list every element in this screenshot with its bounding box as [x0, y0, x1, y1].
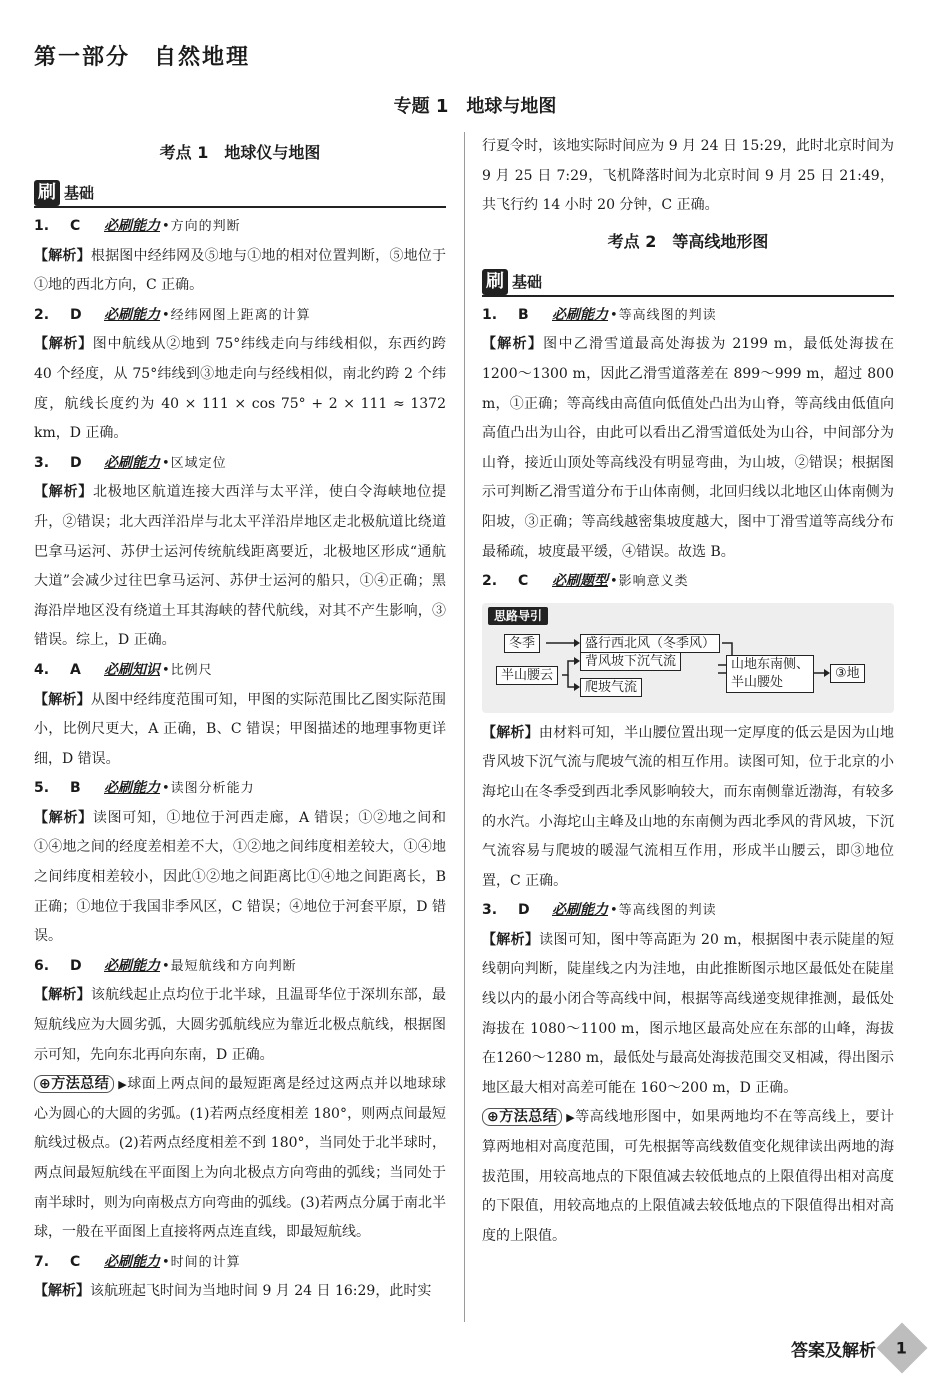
- question-answer: C: [518, 573, 529, 590]
- question-number: 7.: [34, 1253, 50, 1270]
- triangle-icon: ▶: [118, 1078, 128, 1092]
- question-item: [34, 656, 446, 774]
- method-icon: ⊕: [487, 1109, 499, 1126]
- basic-section-header-2: [482, 265, 894, 297]
- question-answer: D: [70, 454, 82, 471]
- node-southeast: 山地东南侧、 半山腰处: [726, 655, 814, 693]
- diagram-arrows: [482, 603, 894, 713]
- analysis-label: 【解析】: [34, 336, 93, 353]
- basic-section-header: [34, 176, 446, 208]
- question-number: 1.: [34, 218, 50, 234]
- analysis-text: 根据图中经纬网及⑤地与①地的相对位置判断，⑤地位于①地的西北方向，C 正确。: [34, 247, 447, 294]
- basic-label: 基础: [512, 272, 543, 291]
- ability-tag: 必刷能力: [104, 306, 160, 323]
- analysis-label: 【解析】: [34, 1283, 90, 1300]
- ability-topic: •区域定位: [162, 455, 227, 471]
- column-divider: [464, 132, 465, 1322]
- ability-tag: 必刷题型: [552, 573, 608, 590]
- right-question-list: [482, 301, 894, 567]
- ability-topic: •等高线图的判读: [610, 307, 717, 323]
- ability-tag: 必刷能力: [104, 454, 160, 471]
- kaodian-2-title: 考点 2 等高线地形图: [607, 231, 769, 251]
- node-nw-monsoon: 盛行西北风（冬季风）: [580, 634, 720, 653]
- question-item: [34, 212, 446, 301]
- question-number: 5.: [34, 780, 50, 797]
- analysis-text: 读图可知，图中等高距为 20 m，根据图中表示陡崖的短线朝向判断，陡崖线之内为洼地，由此推断图示地区最低处在陡崖线以内的最小闭合等高线中间，根据等高线递变规律推测，最低处海拔在 1080～1100 m，图示地区最高处应在东部的山峰，海拔在1260～1280 m，最低处与最高处海拔范围交叉相减，得出图示地区最大相对高差可能在 160～200 m，D 正确。: [482, 931, 895, 1096]
- page-footer: [791, 1330, 920, 1366]
- question-7: [34, 1248, 446, 1307]
- ability-tag: 必刷能力: [104, 218, 160, 234]
- question-answer: D: [70, 957, 82, 974]
- kaodian-1-title: 考点 1 地球仪与地图: [159, 143, 321, 162]
- question-answer: C: [70, 1253, 81, 1270]
- question-item: [34, 952, 446, 1070]
- method-summary-text: 等高线地形图中，如果两地均不在等高线上，要计算两地相对高度范围，可先根据等高线数值变化规律读出两地的海拔范围，用较高地点的下限值减去较低地点的上限值得出相对高度的下限值，用较高地点的上限值减去较低地点的下限值得出相对高度的上限值。: [482, 1109, 895, 1244]
- method-summary-label: ⊕方法总结: [34, 1075, 114, 1093]
- ability-tag: 必刷知识: [104, 661, 160, 678]
- node-halfway-cloud: 半山腰云: [496, 666, 558, 685]
- page-number: 1: [896, 1338, 908, 1358]
- analysis-label: 【解析】: [34, 247, 91, 264]
- analysis-label: 【解析】: [34, 809, 93, 826]
- ability-topic: •时间的计算: [162, 1254, 241, 1270]
- ability-tag: 必刷能力: [552, 306, 608, 323]
- thought-guide-diagram: [482, 603, 894, 713]
- right-column: [482, 132, 894, 1251]
- thought-guide-tag: 思路导引: [488, 607, 548, 625]
- ability-topic: •最短航线和方向判断: [162, 958, 297, 974]
- ability-topic: •影响意义类: [610, 574, 689, 590]
- analysis-label: 【解析】: [34, 691, 91, 708]
- analysis-text: 该航班起飞时间为当地时间 9 月 24 日 16:29，此时实: [90, 1283, 432, 1300]
- ability-topic: •经纬网图上距离的计算: [162, 307, 311, 323]
- page-number-badge: [877, 1323, 928, 1374]
- part-title: 第一部分 自然地理: [34, 45, 251, 70]
- method-summary-right: [482, 1103, 894, 1251]
- analysis-text: 北极地区航道连接大西洋与太平洋，使白令海峡地位提升，②错误；北大西洋沿岸与北太平洋沿岸地区走北极航道比绕道巴拿马运河、苏伊士运河传统航线距离要近，北极地区形成“通航大道”会减少过往巴拿马运河、苏伊士运河的船只，①④正确；黑海沿岸地区没有绕道土耳其海峡的替代航线，对其不产生影响，③错误。综上，D 正确。: [34, 484, 447, 649]
- question-number: 6.: [34, 957, 50, 974]
- method-summary-left: [34, 1070, 446, 1248]
- shua-icon: 刷: [34, 180, 60, 206]
- ability-topic: •读图分析能力: [162, 781, 255, 797]
- question-answer: D: [518, 902, 530, 919]
- node-leeward-downflow: 背风坡下沉气流: [580, 652, 681, 671]
- question-answer: C: [70, 218, 81, 234]
- node-result: ③地: [830, 664, 865, 683]
- question-answer: D: [70, 306, 82, 323]
- question-number: 3.: [482, 902, 498, 919]
- analysis-label: 【解析】: [34, 987, 91, 1004]
- question-7-continued: 行夏令时，该地实际时间应为 9 月 24 日 15:29，此时北京时间为 9 月 25 日 7:29，飞机降落时间为北京时间 9 月 25 日 21:49，共飞行约 14 小时 20 分钟，C 正确。: [482, 138, 894, 214]
- ability-tag: 必刷能力: [104, 1253, 160, 1270]
- left-column: [34, 132, 446, 1307]
- ability-tag: 必刷能力: [552, 902, 608, 919]
- footer-label: 答案及解析: [791, 1340, 876, 1361]
- question-2: [482, 567, 894, 896]
- shua-icon: 刷: [482, 269, 508, 295]
- question-item: [34, 774, 446, 952]
- basic-label: 基础: [64, 184, 95, 202]
- analysis-label: 【解析】: [482, 336, 544, 353]
- analysis-text: 图中航线从②地到 75°纬线走向与纬线相似，东西约跨 40 个经度，从 75°纬线到③地走向与经线相似，南北约跨 2 个纬度，航线长度约为 40 × 111 × cos 75° + 2 × 111 ≈ 1372 km，D 正确。: [34, 336, 447, 442]
- node-upslope-flow: 爬坡气流: [580, 678, 642, 697]
- question-item: [34, 301, 446, 449]
- question-number: 1.: [482, 306, 498, 323]
- method-summary-label: ⊕方法总结: [482, 1108, 562, 1126]
- question-number: 3.: [34, 454, 50, 471]
- analysis-text: 读图可知，①地位于河西走廊，A 错误；①②地之间和①④地之间的经度差相差不大，①②地之间纬度相差较大，①④地之间纬度相差较小，因此①②地之间距离比①④地之间距离长，B 正确；①地位于我国非季风区，C 错误；④地位于河套平原，D 错误。: [34, 809, 447, 945]
- triangle-icon: ▶: [566, 1111, 576, 1125]
- analysis-label: 【解析】: [34, 484, 93, 501]
- method-summary-text: 球面上两点间的最短距离是经过这两点并以地球球心为圆心的大圆的劣弧。(1)若两点经度相差 180°，则两点间最短航线过极点。(2)若两点经度相差不到 180°，当同处于北半球时，两点间最短航线在平面图上为向北极点方向弯曲的弧线；当同处于南半球时，则为向南极点方向弯曲的弧线。(3)若两点分属于南北半球，一般在平面图上直接将两点连直线，即最短航线。: [34, 1076, 447, 1241]
- analysis-label: 【解析】: [482, 931, 540, 948]
- analysis-text: 从图中经纬度范围可知，甲图的实际范围比乙图实际范围小，比例尺更大，A 正确，B、C 错误；甲图描述的地理事物更详细，D 错误。: [34, 691, 447, 767]
- analysis-text: 图中乙滑雪道最高处海拔为 2199 m，最低处海拔在 1200～1300 m，因此乙滑雪道落差在 899～999 m，超过 800 m，①正确；等高线由高值向低值处凸出为山脊，等高线由低值向高值凸出为山谷，由此可以看出乙滑雪道低处为山谷，中间部分为山脊，接近山顶处等高线没有明显弯曲，为山坡，②错误；根据图示可判断乙滑雪道分布于山体南侧，北回归线以北地区山体南侧为阳坡，③正确；等高线越密集坡度越大，图中丁滑雪道等高线分布最稀疏，坡度最平缓，④错误。故选 B。: [482, 336, 894, 560]
- question-3: [482, 896, 894, 1103]
- question-answer: A: [70, 661, 81, 678]
- question-number: 2.: [482, 573, 498, 590]
- question-answer: B: [518, 306, 529, 323]
- ability-topic: •方向的判断: [162, 219, 241, 234]
- question-number: 2.: [34, 306, 50, 323]
- method-icon: ⊕: [39, 1076, 51, 1093]
- node-winter: 冬季: [504, 634, 540, 653]
- ability-topic: •比例尺: [162, 662, 213, 678]
- analysis-text: 由材料可知，半山腰位置出现一定厚度的低云是因为山地背风坡下沉气流与爬坡气流的相互作用。读图可知，位于北京的小海坨山在冬季受到西北季风影响较大，而东南侧靠近渤海，有较多的水汽。小海坨山主峰及山地的东南侧为西北季风的背风坡，下沉气流容易与爬坡的暖湿气流相互作用，形成半山腰云，即③地位置，C 正确。: [482, 724, 895, 889]
- ability-tag: 必刷能力: [104, 780, 160, 797]
- question-item: [482, 301, 894, 567]
- question-number: 4.: [34, 661, 50, 678]
- analysis-label: 【解析】: [482, 724, 539, 741]
- question-answer: B: [70, 780, 81, 797]
- arrow-halfway-upslope: [568, 675, 574, 687]
- left-question-list: [34, 212, 446, 1070]
- arrow-halfway-leeward: [562, 661, 574, 675]
- analysis-text: 该航线起止点均位于北半球，且温哥华位于深圳东部，最短航线应为大圆劣弧，大圆劣弧航线应为靠近北极点航线，根据图示可知，先向东北再向东南，D 正确。: [34, 987, 447, 1063]
- question-item: [34, 449, 446, 656]
- topic-title: 专题 1 地球与地图: [393, 96, 557, 117]
- ability-topic: •等高线图的判读: [610, 903, 717, 919]
- ability-tag: 必刷能力: [104, 957, 160, 974]
